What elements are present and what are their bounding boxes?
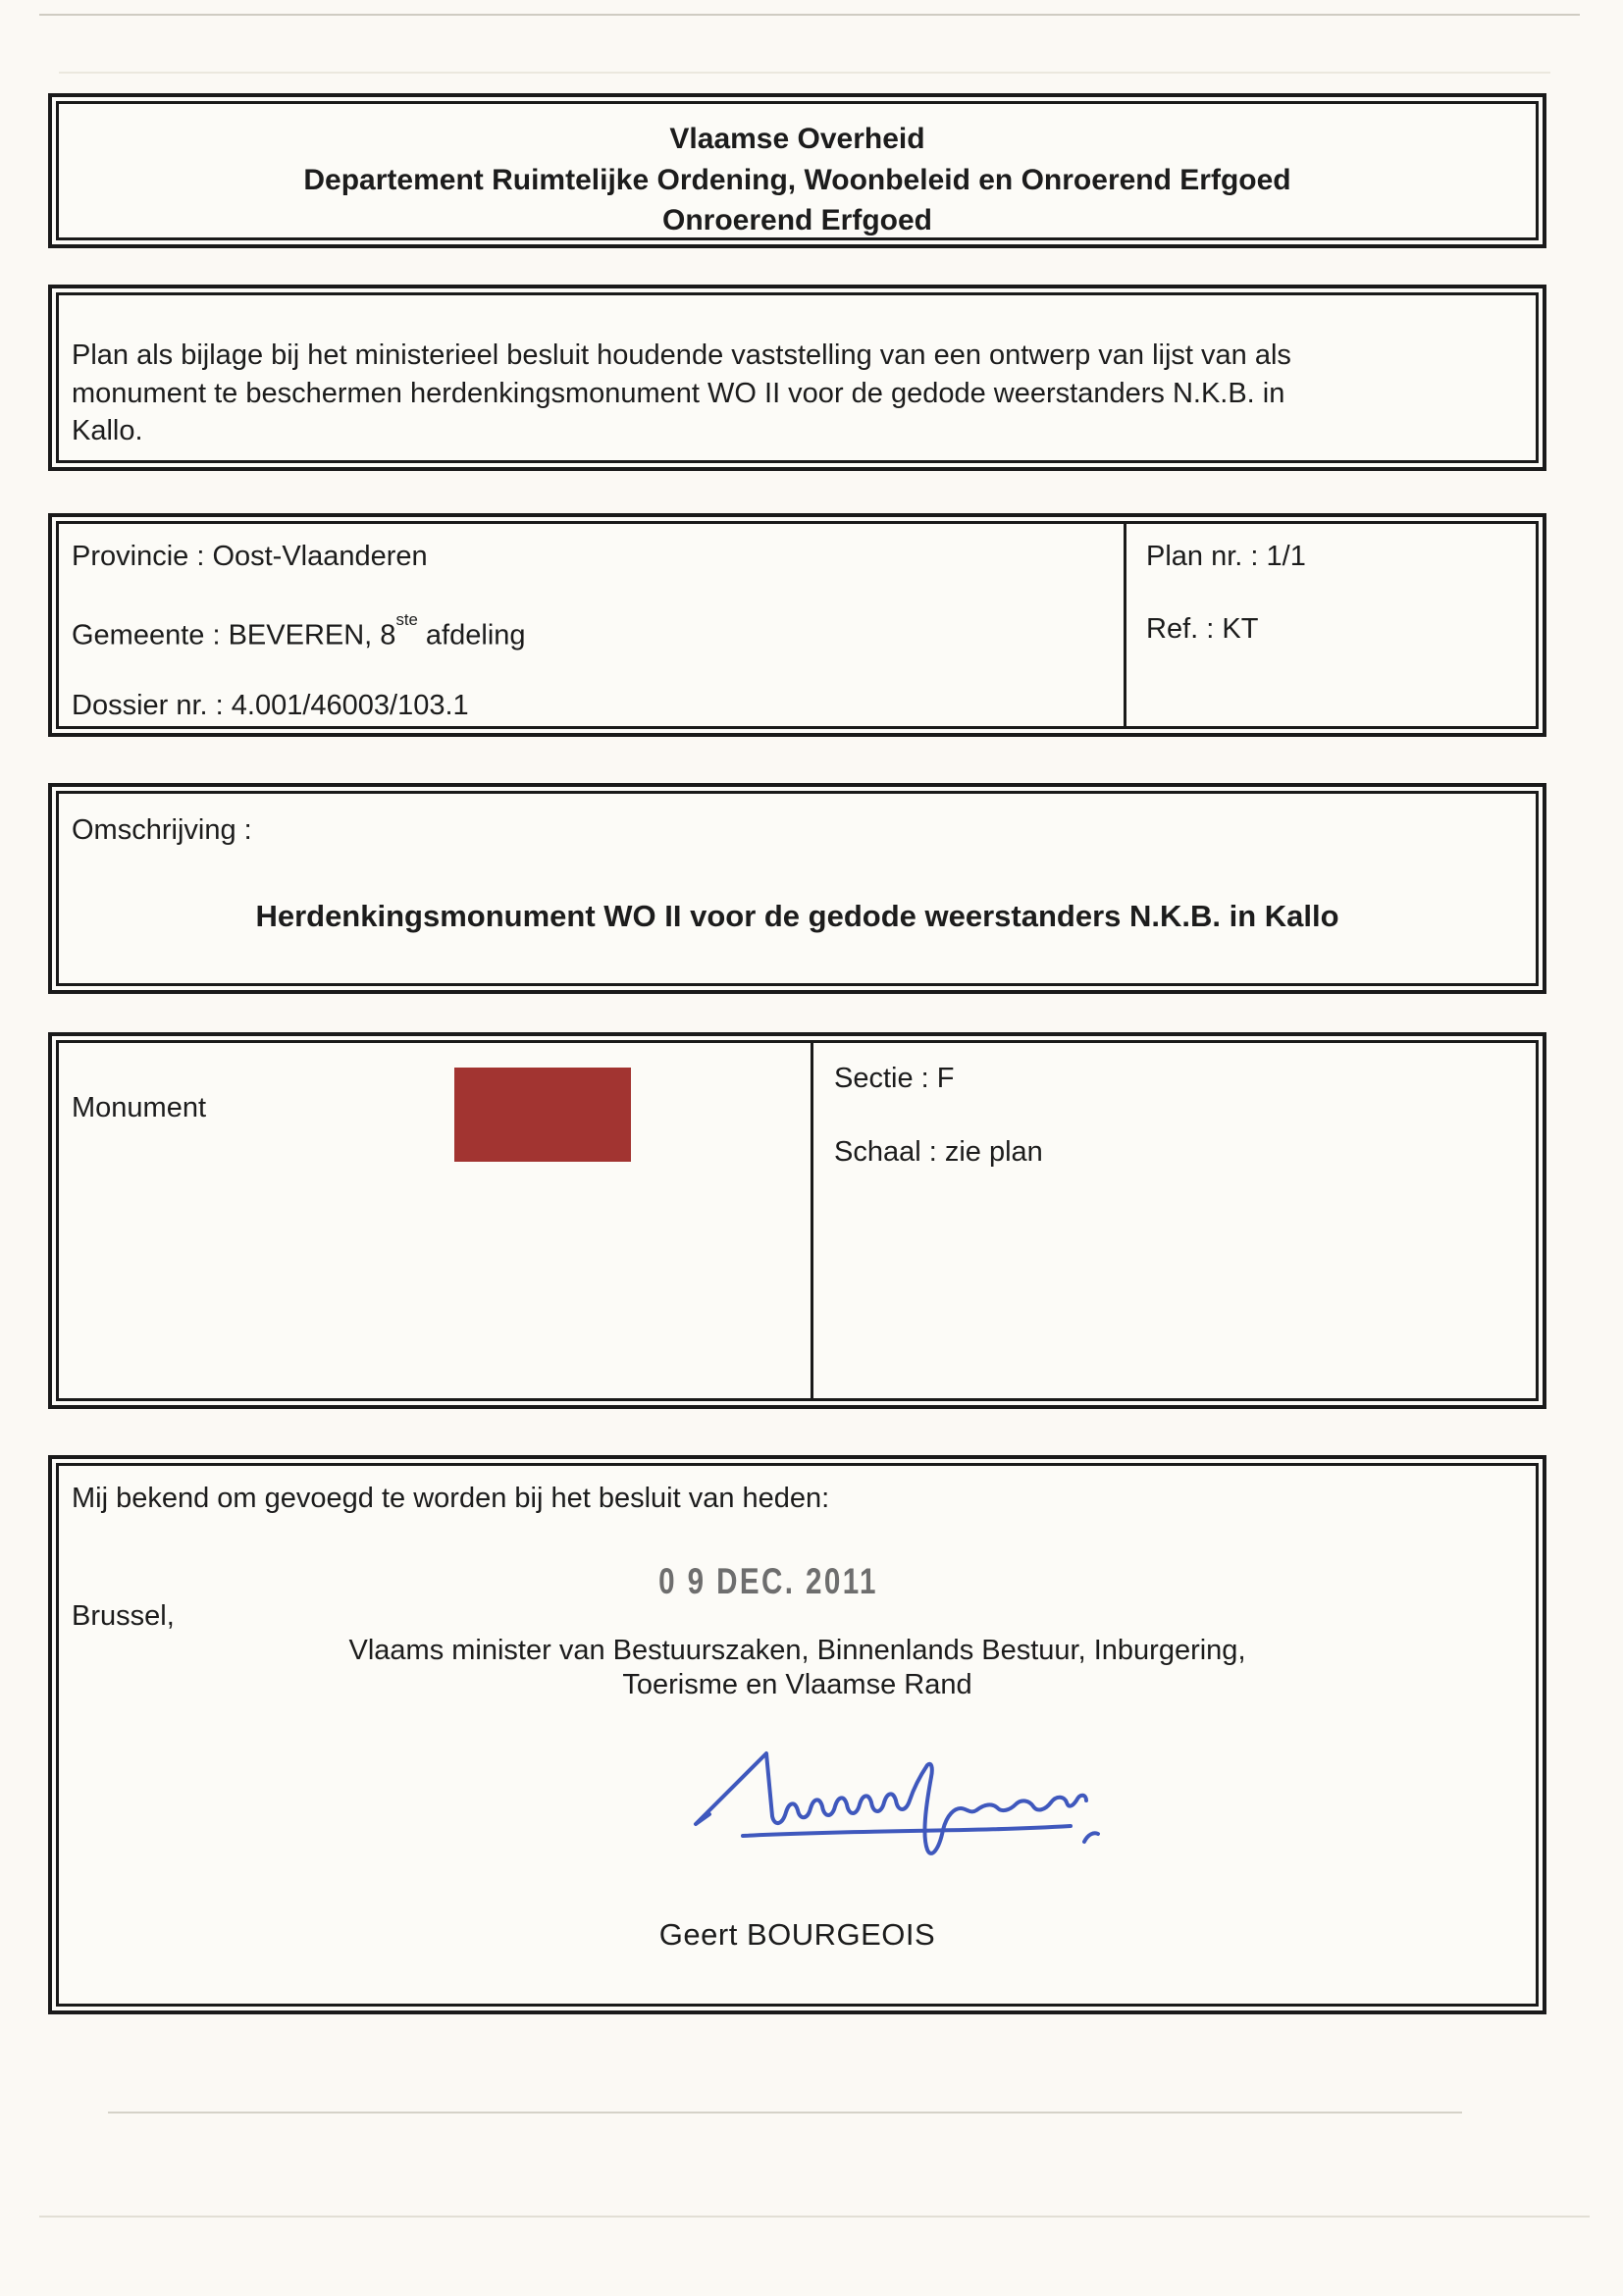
- legend-box-inner-rule: [56, 1040, 1539, 1401]
- plan-nr-text: Plan nr. : 1/1: [1146, 541, 1306, 572]
- ref-text: Ref. : KT: [1146, 613, 1259, 645]
- plan-note-line: Kallo.: [72, 415, 143, 446]
- header-line-3: Onroerend Erfgoed: [661, 204, 933, 236]
- gemeente-suffix: afdeling: [417, 619, 526, 652]
- date-stamp: 0 9 DEC. 2011: [658, 1561, 878, 1601]
- scan-line-upper: [59, 72, 1550, 74]
- dossier-text: Dossier nr. : 4.001/46003/103.1: [72, 690, 469, 721]
- signature-stroke: [696, 1753, 1086, 1853]
- details-divider: [1124, 524, 1126, 726]
- legend-divider: [811, 1043, 813, 1398]
- signoff-box: [48, 1455, 1546, 2014]
- details-box: [48, 513, 1546, 737]
- omschrijving-title: Herdenkingsmonument WO II voor de gedode weerstanders N.K.B. in Kallo: [255, 899, 1339, 933]
- monument-swatch-rect: [454, 1068, 631, 1162]
- provincie-text: Provincie : Oost-Vlaanderen: [72, 541, 428, 572]
- plan-note-line: Plan als bijlage bij het ministerieel besluit houdende vaststelling van een ontwerp van lijst van als: [72, 339, 1291, 371]
- sectie-text: Sectie : F: [834, 1063, 955, 1094]
- scan-line-bottom-1: [108, 2112, 1462, 2113]
- signature: [680, 1744, 1112, 1861]
- omschrijving-label: Omschrijving :: [72, 814, 252, 846]
- header-box: [48, 93, 1546, 248]
- omschrijving-box: [48, 783, 1546, 994]
- place-text: Brussel,: [72, 1600, 175, 1632]
- gemeente-prefix: Gemeente : BEVEREN, 8: [72, 619, 396, 652]
- signer-name: Geert BOURGEOIS: [658, 1917, 936, 1952]
- header-line-1: Vlaamse Overheid: [669, 123, 925, 155]
- scan-line-bottom-2: [39, 2216, 1590, 2218]
- gemeente-text: [72, 611, 526, 653]
- monument-color-swatch: [454, 1068, 631, 1162]
- gemeente-superscript: ste: [395, 609, 418, 629]
- schaal-text: Schaal : zie plan: [834, 1136, 1043, 1168]
- scan-line-top: [39, 14, 1580, 16]
- monument-label: Monument: [72, 1092, 207, 1123]
- signoff-intro: Mij bekend om gevoegd te worden bij het besluit van heden:: [72, 1483, 830, 1514]
- omschrijving-box-inner-rule: [56, 791, 1539, 986]
- signature-underline: [743, 1826, 1098, 1842]
- minister-line-2: Toerisme en Vlaamse Rand: [622, 1669, 972, 1700]
- header-line-2: Departement Ruimtelijke Ordening, Woonbeleid en Onroerend Erfgoed: [303, 164, 1291, 196]
- plan-note-box: [48, 285, 1546, 471]
- plan-note-line: monument te beschermen herdenkingsmonument WO II voor de gedode weerstanders N.K.B. in: [72, 378, 1285, 409]
- legend-box: [48, 1032, 1546, 1409]
- minister-line-1: Vlaams minister van Bestuurszaken, Binnenlands Bestuur, Inburgering,: [348, 1635, 1246, 1666]
